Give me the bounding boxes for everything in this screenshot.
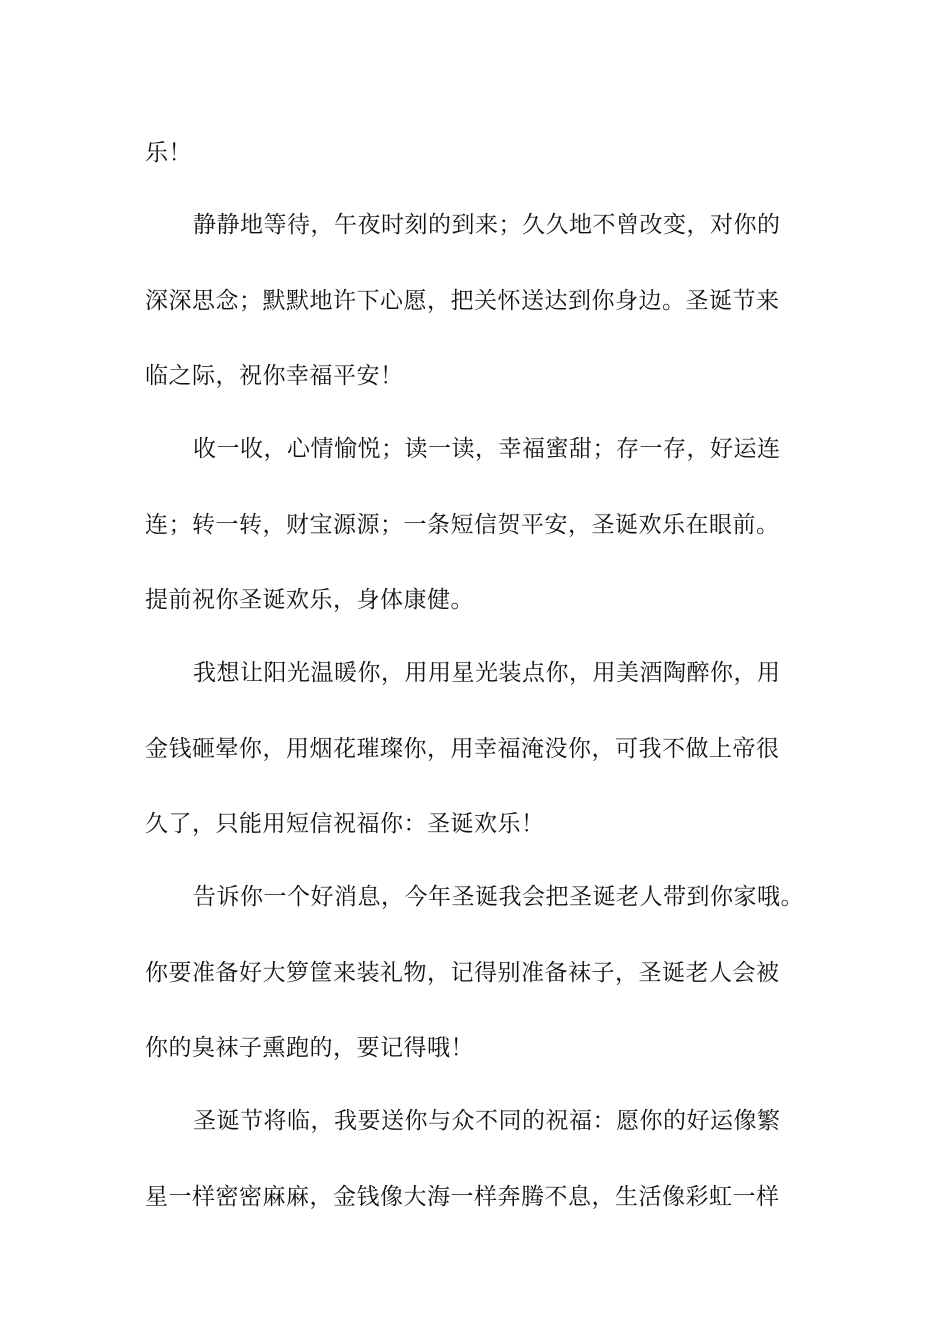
text-line: 提前祝你圣诞欢乐，身体康健。: [145, 587, 474, 613]
text-line: 星一样密密麻麻，金钱像大海一样奔腾不息，生活像彩虹一样: [145, 1184, 780, 1210]
text-line: 金钱砸晕你，用烟花璀璨你，用幸福淹没你，可我不做上帝很: [145, 736, 780, 762]
text-line: 深深思念；默默地许下心愿，把关怀送达到你身边。圣诞节来: [145, 288, 780, 314]
text-line: 乐！: [145, 140, 192, 166]
paragraph-first-line: 收一收，心情愉悦；读一读，幸福蜜甜；存一存，好运连: [193, 436, 781, 462]
text-line: 临之际，祝你幸福平安！: [145, 363, 404, 389]
text-line: 你的臭袜子熏跑的，要记得哦！: [145, 1035, 474, 1061]
text-line: 连；转一转，财宝源源；一条短信贺平安，圣诞欢乐在眼前。: [145, 512, 780, 538]
text-line: 久了，只能用短信祝福你：圣诞欢乐！: [145, 811, 545, 837]
paragraph-first-line: 静静地等待，午夜时刻的到来；久久地不曾改变，对你的: [193, 212, 781, 238]
paragraph-first-line: 我想让阳光温暖你，用用星光装点你，用美酒陶醉你，用: [193, 660, 781, 686]
paragraph-first-line: 圣诞节将临，我要送你与众不同的祝福：愿你的好运像繁: [193, 1108, 781, 1134]
paragraph-first-line: 告诉你一个好消息，今年圣诞我会把圣诞老人带到你家哦。: [193, 884, 804, 910]
text-line: 你要准备好大箩筐来装礼物，记得别准备袜子，圣诞老人会被: [145, 960, 780, 986]
